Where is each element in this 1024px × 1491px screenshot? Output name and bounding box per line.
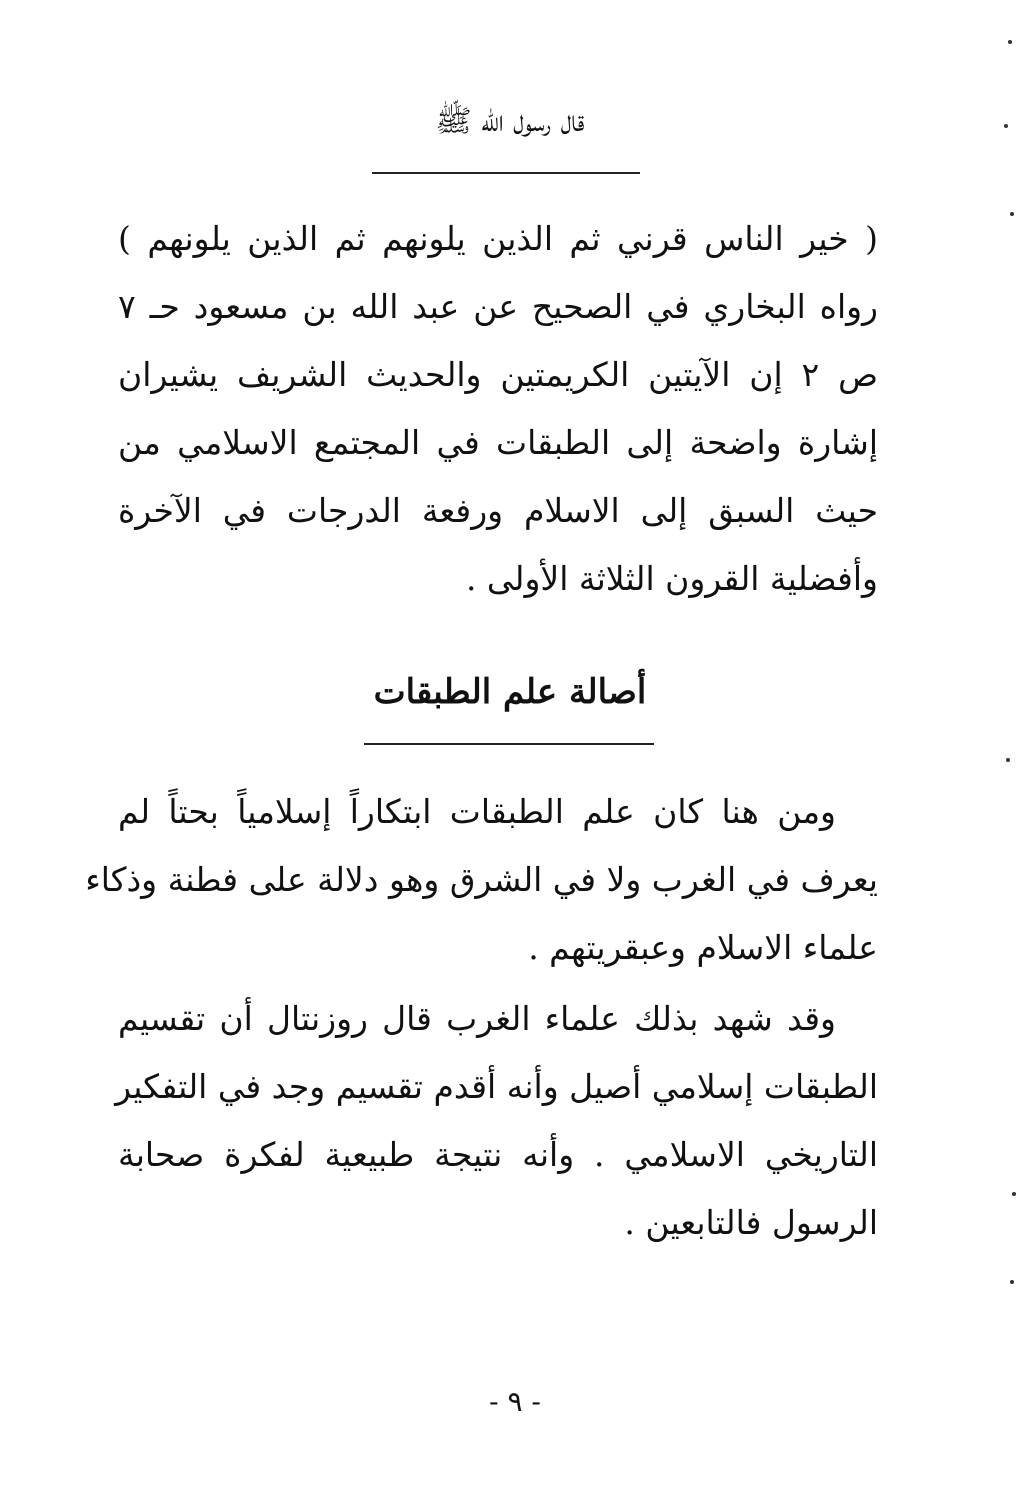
hadith-block (118, 205, 878, 613)
scan-speck (1010, 212, 1014, 216)
scan-speck (1004, 124, 1008, 128)
paragraph-testimony (115, 985, 878, 1257)
page-header-title: قال رسول الله ﷺ (435, 104, 585, 139)
paragraph-line: الطبقات إسلامي أصيل وأنه أقدم تقسيم وجد في التفكير (115, 1067, 878, 1106)
paragraph-line: وقد شهد بذلك علماء الغرب قال روزنتال أن تقسيم (118, 999, 836, 1038)
paragraph-line: التاريخي الاسلامي . وأنه نتيجة طبيعية لفكرة صحابة (118, 1135, 878, 1174)
header-divider (372, 172, 640, 174)
scan-speck (1010, 1280, 1014, 1284)
paragraph-line: يعرف في الغرب ولا في الشرق وهو دلالة على فطنة وذكاء (85, 860, 878, 899)
hadith-line: ( خير الناس قرني ثم الذين يلونهم ثم الذين يلونهم ) (118, 219, 878, 258)
paragraph-line: ومن هنا كان علم الطبقات ابتكاراً إسلامياً بحتاً لم (118, 792, 836, 831)
page-number: - ٩ - (489, 1385, 541, 1418)
hadith-line: إشارة واضحة إلى الطبقات في المجتمع الاسلامي من (118, 423, 878, 462)
scan-speck (1012, 1192, 1016, 1196)
section-divider (364, 743, 654, 745)
paragraph-origin (85, 778, 878, 982)
hadith-line: وأفضلية القرون الثلاثة الأولى . (465, 559, 878, 598)
scan-speck (1006, 758, 1010, 762)
hadith-line: رواه البخاري في الصحيح عن عبد الله بن مسعود حـ ٧ (118, 287, 878, 326)
scan-speck (1008, 40, 1012, 44)
hadith-line: حيث السبق إلى الاسلام ورفعة الدرجات في الآخرة (118, 491, 878, 530)
hadith-line: ص ٢ إن الآيتين الكريمتين والحديث الشريف يشيران (118, 355, 878, 394)
section-heading: أصالة علم الطبقات (373, 672, 647, 712)
paragraph-line: الرسول فالتابعين . (624, 1203, 878, 1242)
paragraph-line: علماء الاسلام وعبقريتهم . (528, 928, 878, 967)
